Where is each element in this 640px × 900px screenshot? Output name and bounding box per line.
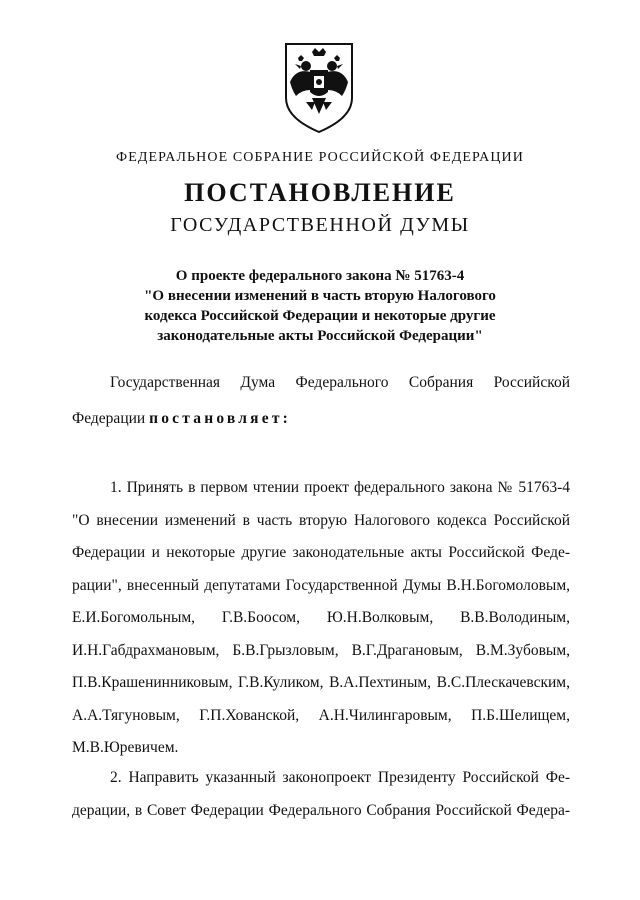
item-line: "О внесении изменений в часть вторую Налогового кодекса Российской bbox=[72, 511, 570, 529]
item-line: дерации, в Совет Федерации Федерального Собрания Российской Федера- bbox=[72, 801, 570, 819]
item-line: рации", внесенный депутатами Государственной Думы В.Н.Богомоловым, bbox=[72, 576, 570, 594]
item-line: 1. Принять в первом чтении проект федерального закона № 51763-4 bbox=[110, 479, 570, 496]
preamble-line-start: Федерации bbox=[72, 410, 150, 427]
item-line: Федерации и некоторые другие законодательные акты Российской Феде- bbox=[72, 544, 570, 561]
document-subtitle: ГОСУДАРСТВЕННОЙ ДУМЫ bbox=[170, 214, 470, 236]
item-line: 2. Направить указанный законопроект Президенту Российской Фе- bbox=[110, 769, 570, 786]
document-title: ПОСТАНОВЛЕНИЕ bbox=[184, 178, 456, 207]
subject-line: законодательные акты Российской Федерации" bbox=[157, 328, 483, 344]
item-line: Е.И.Богомольным, Г.В.Боосом, Ю.Н.Волковым, В.В.Володиным, bbox=[72, 609, 570, 626]
preamble bbox=[72, 374, 570, 392]
item-line: П.В.Крашенинниковым, Г.В.Куликом, В.А.Пехтиным, В.С.Плескачевским, bbox=[72, 674, 570, 691]
subject-line: О проекте федерального закона № 51763-4 bbox=[175, 268, 465, 284]
resolution-item-1 bbox=[72, 472, 570, 765]
resolution-verb: постановляет: bbox=[149, 410, 291, 427]
preamble-second-line bbox=[72, 410, 570, 428]
resolution-item-2 bbox=[72, 762, 570, 827]
subject-line: кодекса Российской Федерации и некоторые другие bbox=[144, 308, 496, 324]
preamble-line: Государственная Дума Федерального Собрания Российской bbox=[110, 374, 570, 391]
item-line: А.А.Тягуновым, Г.П.Хованской, А.Н.Чилингаровым, П.Б.Шелищем, bbox=[72, 706, 570, 724]
item-line: И.Н.Габдрахмановым, Б.В.Грызловым, В.Г.Драгановым, В.М.Зубовым, bbox=[72, 641, 570, 659]
state-emblem-icon bbox=[282, 40, 356, 136]
item-line: М.В.Юревичем. bbox=[72, 739, 179, 756]
resolution-subject bbox=[120, 266, 520, 346]
organization-name: ФЕДЕРАЛЬНОЕ СОБРАНИЕ РОССИЙСКОЙ ФЕДЕРАЦИИ bbox=[116, 150, 524, 165]
subject-line: "О внесении изменений в часть вторую Налогового bbox=[144, 288, 496, 304]
